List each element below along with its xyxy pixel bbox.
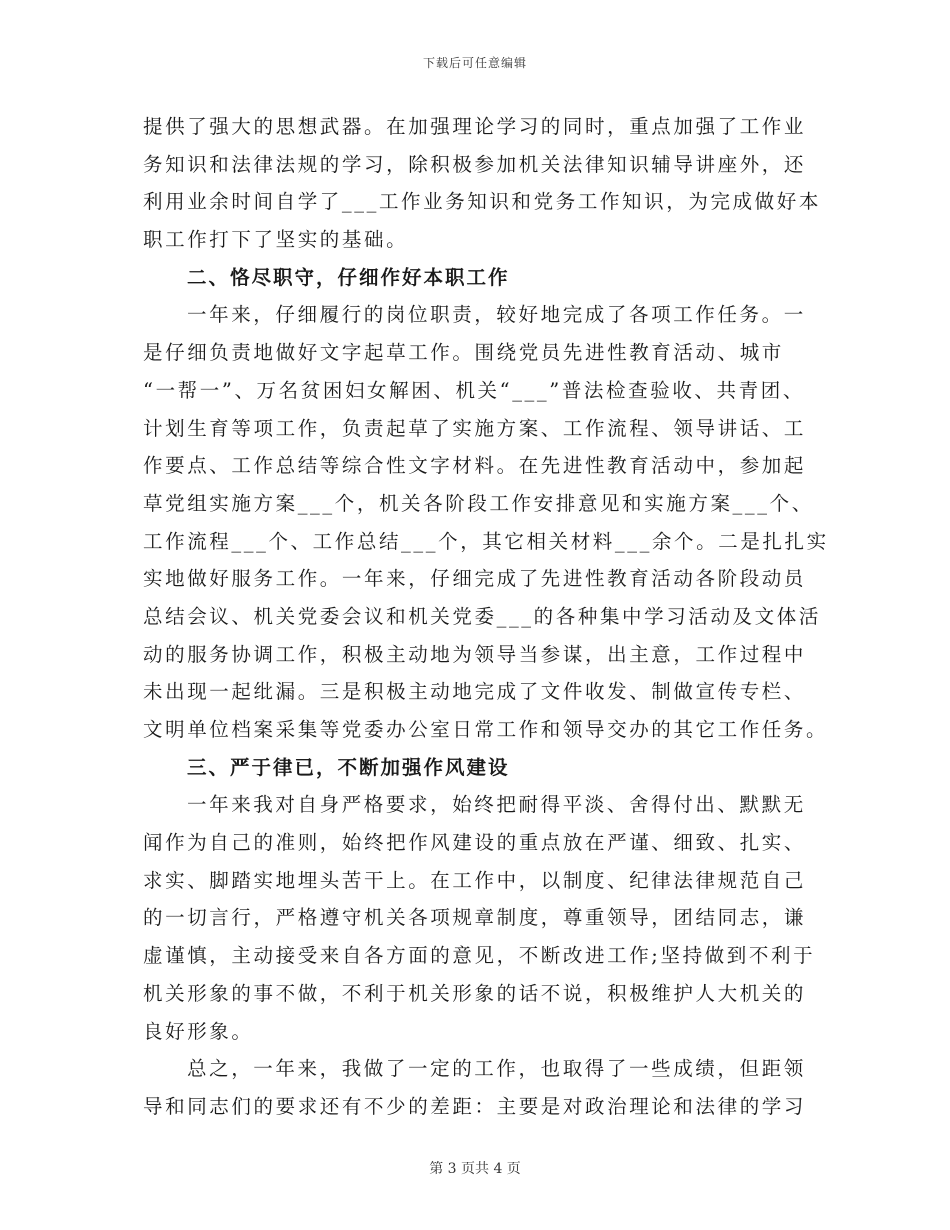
paragraph-line: 良好形象。	[143, 1019, 254, 1043]
paragraph-line: 动的服务协调工作，积极主动地为领导当参谋，出主意，工作过程中	[143, 642, 807, 666]
paragraph-line: 导和同志们的要求还有不少的差距：主要是对政治理论和法律的学习	[143, 1094, 807, 1118]
paragraph-line: 总之，一年来，我做了一定的工作，也取得了一些成绩，但距领	[187, 1057, 806, 1081]
paragraph-line: 文明单位档案采集等党委办公室日常工作和领导交办的其它工作任务。	[143, 718, 829, 741]
paragraph-line: 工作流程___个、工作总结___个，其它相关材料___余个。二是扎扎实	[143, 529, 829, 553]
paragraph-line: 利用业余时间自学了___工作业务知识和党务工作知识，为完成做好本	[143, 190, 821, 214]
page-number-footer: 第 3 页共 4 页	[429, 1161, 521, 1177]
paragraph-line: 是仔细负责地做好文字起草工作。围绕党员先进性教育活动、城市	[143, 341, 784, 365]
section-heading: 二、恪尽职守，仔细作好本职工作	[187, 265, 510, 289]
document-body	[143, 108, 829, 1126]
paragraph-line: 实地做好服务工作。一年来，仔细完成了先进性教育活动各阶段动员	[143, 567, 807, 591]
paragraph-line: 务知识和法律法规的学习，除积极参加机关法律知识辅导讲座外，还	[143, 152, 807, 176]
paragraph-line: 机关形象的事不做，不利于机关形象的话不说，积极维护人大机关的	[143, 981, 807, 1005]
page-header: 下载后可任意编辑	[422, 56, 527, 70]
paragraph-line: 求实、脚踏实地埋头苦干上。在工作中，以制度、纪律法律规范自己	[143, 868, 807, 892]
paragraph-line: 作要点、工作总结等综合性文字材料。在先进性教育活动中，参加起	[143, 454, 807, 478]
paragraph-line: 总结会议、机关党委会议和机关党委___的各种集中学习活动及文体活	[143, 604, 821, 628]
section-heading: 三、严于律已，不断加强作风建设	[187, 755, 510, 779]
paragraph-line: 提供了强大的思想武器。在加强理论学习的同时，重点加强了工作业	[143, 115, 807, 138]
paragraph-line: 一年来我对自身严格要求，始终把耐得平淡、舍得付出、默默无	[187, 793, 806, 817]
paragraph-line: 计划生育等项工作，负责起草了实施方案、工作流程、领导讲话、工	[143, 416, 807, 440]
paragraph-line: 未出现一起纰漏。三是积极主动地完成了文件收发、制做宣传专栏、	[143, 680, 807, 704]
paragraph-line: 草党组实施方案___个，机关各阶段工作安排意见和实施方案___个、	[143, 491, 814, 515]
paragraph-line: “一帮一”、万名贫困妇女解困、机关“___”普法检查验收、共青团、	[143, 378, 805, 402]
paragraph-line: 虚谨慎，主动接受来自各方面的意见，不断改进工作;坚持做到不利于	[143, 944, 816, 968]
paragraph-line: 的一切言行，严格遵守机关各项规章制度，尊重领导，团结同志，谦	[143, 906, 807, 930]
paragraph-line: 一年来，仔细履行的岗位职责，较好地完成了各项工作任务。一	[187, 303, 806, 327]
paragraph-line: 职工作打下了坚实的基础。	[143, 228, 409, 252]
paragraph-line: 闻作为自己的准则，始终把作风建设的重点放在严谨、细致、扎实、	[143, 831, 807, 855]
